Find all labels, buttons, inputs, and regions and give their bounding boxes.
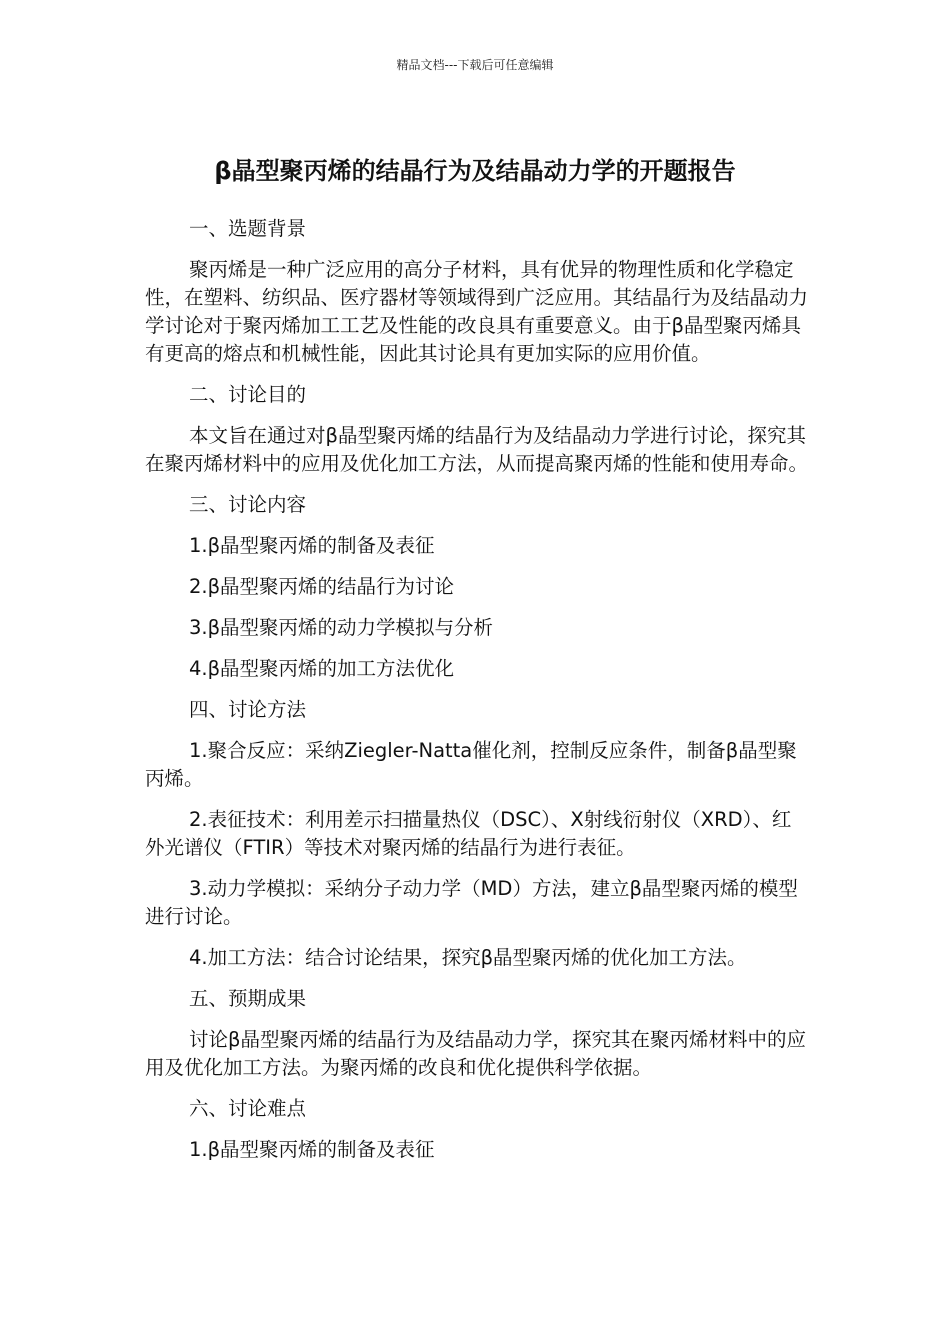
section-heading-methods: 四、讨论方法 [189,698,307,721]
document-body [145,215,810,1177]
content-list-item: 1.β晶型聚丙烯的制备及表征 [189,534,435,557]
purpose-paragraph: 本文旨在通过对β晶型聚丙烯的结晶行为及结晶动力学进行讨论，探究其在聚丙烯材料中的应用及优化加工方法，从而提高聚丙烯的性能和使用寿命。 [145,424,809,475]
difficulty-list-item: 1.β晶型聚丙烯的制备及表征 [189,1138,435,1161]
outcomes-paragraph: 讨论β晶型聚丙烯的结晶行为及结晶动力学，探究其在聚丙烯材料中的应用及优化加工方法。为聚丙烯的改良和优化提供科学依据。 [145,1028,806,1079]
section-heading-difficulties: 六、讨论难点 [189,1097,307,1120]
section-heading-content: 三、讨论内容 [189,493,307,516]
section-heading-background: 一、选题背景 [189,217,307,240]
content-list-item: 4.β晶型聚丙烯的加工方法优化 [189,657,455,680]
background-paragraph: 聚丙烯是一种广泛应用的高分子材料，具有优异的物理性质和化学稳定性，在塑料、纺织品、医疗器材等领域得到广泛应用。其结晶行为及结晶动力学讨论对于聚丙烯加工工艺及性能的改良具有重要意义。由于β晶型聚丙烯具有更高的熔点和机械性能，因此其讨论具有更加实际的应用价值。 [145,258,809,365]
content-list-item: 2.β晶型聚丙烯的结晶行为讨论 [189,575,455,598]
page-header-watermark: 精品文档---下载后可任意编辑 [396,58,554,72]
document-title: β晶型聚丙烯的结晶行为及结晶动力学的开题报告 [214,157,736,186]
content-list-item: 3.β晶型聚丙烯的动力学模拟与分析 [189,616,494,639]
section-heading-outcomes: 五、预期成果 [189,987,307,1010]
section-heading-purpose: 二、讨论目的 [189,383,307,406]
method-list-item: 3.动力学模拟：采纳分子动力学（MD）方法，建立β晶型聚丙烯的模型进行讨论。 [145,877,798,928]
method-list-item: 4.加工方法：结合讨论结果，探究β晶型聚丙烯的优化加工方法。 [189,946,747,969]
method-list-item: 1.聚合反应：采纳Ziegler-Natta催化剂，控制反应条件，制备β晶型聚丙烯。 [145,739,797,790]
method-list-item: 2.表征技术：利用差示扫描量热仪（DSC）、X射线衍射仪（XRD）、红外光谱仪（FTIR）等技术对聚丙烯的结晶行为进行表征。 [145,808,792,859]
